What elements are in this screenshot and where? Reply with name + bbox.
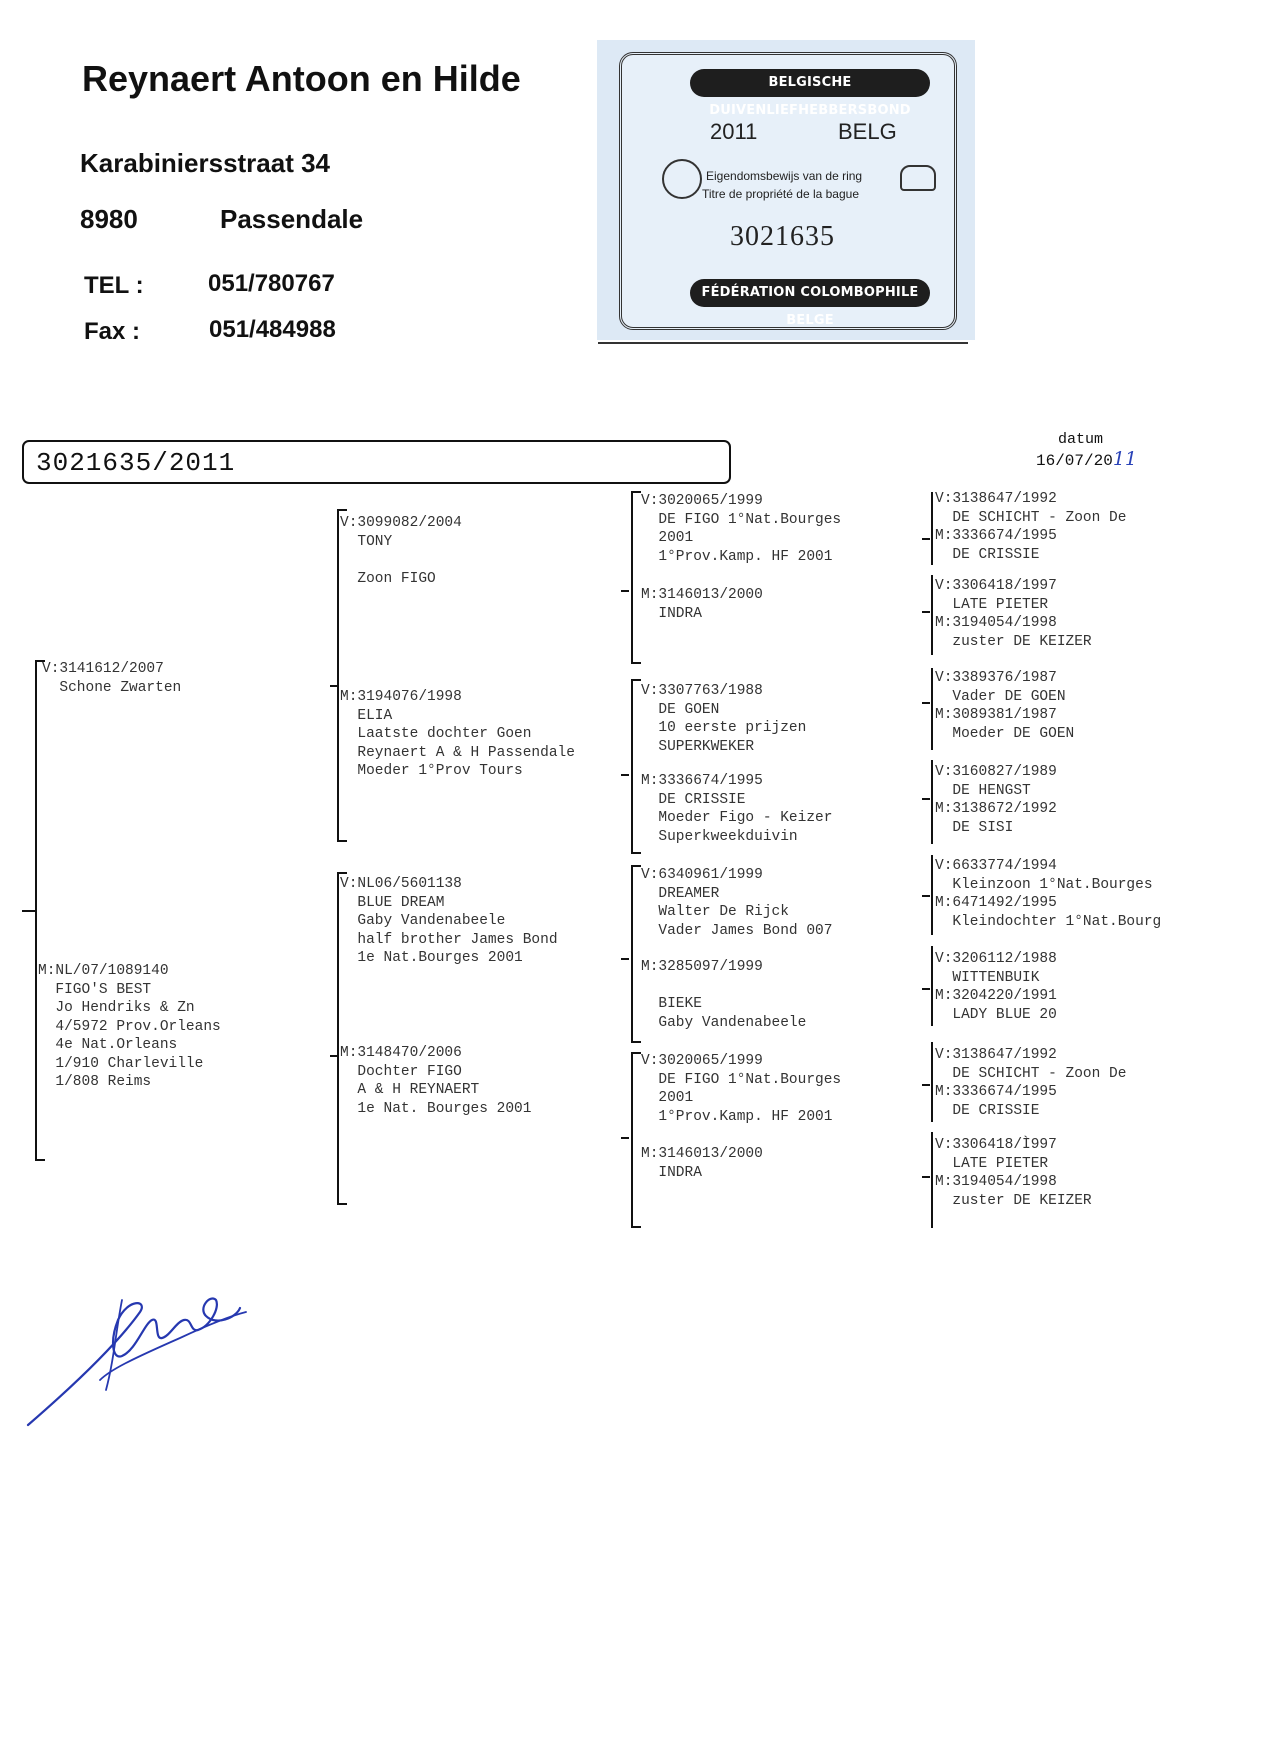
pedigree-line: 10 eerste prijzen	[641, 720, 807, 736]
pedigree-line: M:NL/07/1089140	[38, 963, 169, 979]
pedigree-line: Gaby Vandenabeele	[641, 1014, 807, 1031]
tick-gen3-b	[621, 774, 629, 776]
owner-name: Reynaert Antoon en Hilde	[82, 58, 521, 99]
pedigree-line: Vader James Bond 007	[641, 922, 833, 939]
bracket-gen3-b	[631, 679, 641, 854]
tick-gen4-a	[922, 538, 930, 540]
pedigree-gen4-6	[935, 950, 1057, 1024]
pedigree-gen4-1	[935, 490, 1126, 564]
pedigree-line: M:6471492/1995	[935, 895, 1057, 911]
date-field	[1036, 448, 1137, 470]
pedigree-line: V:3389376/1987	[935, 670, 1057, 686]
pedigree-line: 4/5972 Prov.Orleans	[38, 1018, 221, 1035]
stamp-bottom-banner: FÉDÉRATION COLOMBOPHILE BELGE	[690, 279, 930, 307]
pedigree-line: Vader DE GOEN	[935, 688, 1066, 705]
pedigree-line: V:6340961/1999	[641, 867, 763, 883]
pedigree-gen1-sire	[42, 660, 181, 697]
bracket-gen4-line-g	[931, 1042, 933, 1122]
pedigree-gen3-8	[641, 1145, 763, 1182]
pedigree-line: 2001	[641, 1090, 694, 1106]
bracket-gen3-d	[631, 1052, 641, 1228]
pedigree-line: V:3306418/1997	[935, 578, 1057, 594]
stamp-text-nl: Eigendomsbewijs van de ring	[706, 169, 863, 183]
bracket-gen3-a	[631, 491, 641, 664]
pedigree-line: DE FIGO 1°Nat.Bourges	[641, 511, 842, 528]
pedigree-line: Superkweekduivin	[641, 828, 798, 845]
tel-label: TEL :	[84, 272, 144, 299]
pedigree-line: V:3020065/1999	[641, 493, 763, 509]
pedigree-line: Dochter FIGO	[340, 1063, 462, 1080]
tick-gen4-f	[922, 988, 930, 990]
pedigree-gen2-1	[340, 514, 462, 588]
pedigree-line: zuster DE KEIZER	[935, 1192, 1092, 1209]
pedigree-line: 1e Nat.Bourges 2001	[340, 950, 523, 966]
pedigree-line: DREAMER	[641, 885, 720, 902]
pedigree-line: Moeder 1°Prov Tours	[340, 763, 523, 779]
pedigree-line: LATE PIETER	[935, 1155, 1049, 1172]
stamp-text-fr: Titre de propriété de la bague	[702, 187, 859, 201]
pedigree-line: M:3285097/1999	[641, 959, 763, 975]
pedigree-line: DE SCHICHT - Zoon De	[935, 509, 1127, 526]
tick-gen2-a	[330, 685, 338, 687]
tick-gen4-e	[922, 895, 930, 897]
tick-gen4-c	[922, 702, 930, 704]
pedigree-line: 1e Nat. Bourges 2001	[340, 1100, 532, 1117]
pedigree-line: V:3307763/1988	[641, 683, 763, 699]
pedigree-line: Kleindochter 1°Nat.Bourg	[935, 913, 1162, 930]
pedigree-gen4-2	[935, 577, 1092, 651]
ring-number: 3021635/2011	[36, 448, 236, 478]
pedigree-line: V:3099082/2004	[340, 515, 462, 531]
pedigree-line: M:3204220/1991	[935, 988, 1057, 1004]
bracket-gen4-line-h	[931, 1132, 933, 1228]
tick-gen2-b	[330, 1055, 338, 1057]
fax-label: Fax :	[84, 318, 141, 345]
pedigree-line: M:3336674/1995	[935, 528, 1057, 544]
pedigree-line: Moeder Figo - Keizer	[641, 810, 833, 826]
pedigree-line: 1/910 Charleville	[38, 1055, 204, 1072]
pedigree-line: V:3206112/1988	[935, 951, 1057, 967]
stamp-crown-icon	[900, 165, 936, 191]
pedigree-gen3-2	[641, 586, 763, 623]
ring-number-box	[22, 440, 731, 484]
tel-value: 051/780767	[208, 270, 335, 297]
pedigree-gen2-2	[340, 688, 575, 781]
pedigree-line: M:3146013/2000	[641, 1146, 763, 1162]
owner-city: Passendale	[220, 204, 364, 234]
pedigree-line: FIGO'S BEST	[38, 981, 152, 998]
tick-gen3-d	[621, 1137, 629, 1139]
pedigree-line: DE CRISSIE	[641, 791, 746, 808]
pedigree-line: M:3138672/1992	[935, 801, 1057, 817]
tick-gen3-a	[621, 590, 629, 592]
pedigree-gen3-3	[641, 682, 806, 756]
date-value: 16/07/20	[1036, 452, 1113, 470]
pedigree-line: 1°Prov.Kamp. HF 2001	[641, 548, 833, 565]
pedigree-line: 1°Prov.Kamp. HF 2001	[641, 1108, 833, 1125]
pedigree-line: Laatste dochter Goen	[340, 726, 532, 742]
pedigree-gen1-dam	[38, 962, 221, 1092]
pedigree-line: BIEKE	[641, 996, 702, 1012]
pedigree-line: ELIA	[340, 707, 393, 724]
pedigree-line: INDRA	[641, 605, 702, 622]
tick-gen3-c	[621, 958, 629, 960]
pedigree-gen4-7	[935, 1046, 1126, 1120]
pedigree-line: Moeder DE GOEN	[935, 725, 1075, 742]
pedigree-line: WITTENBUIK	[935, 969, 1040, 986]
pedigree-line: M:3148470/2006	[340, 1045, 462, 1061]
stamp-top-banner: BELGISCHE DUIVENLIEFHEBBERSBOND	[690, 69, 930, 97]
pedigree-line: DE SCHICHT - Zoon De	[935, 1065, 1127, 1082]
pedigree-line: M:3146013/2000	[641, 587, 763, 603]
pedigree-line: A & H REYNAERT	[340, 1082, 480, 1098]
pedigree-line: V:3138647/1992	[935, 1047, 1057, 1063]
stamp-frame	[619, 52, 957, 330]
bracket-gen4-line-b	[931, 575, 933, 655]
pedigree-line: TONY	[340, 533, 393, 550]
pedigree-line: INDRA	[641, 1164, 702, 1181]
tick-gen4-b	[922, 611, 930, 613]
pedigree-line: LATE PIETER	[935, 596, 1049, 613]
pedigree-gen4-4	[935, 763, 1057, 837]
pedigree-gen2-4	[340, 1044, 531, 1118]
pedigree-line: LADY BLUE 20	[935, 1006, 1057, 1023]
pedigree-line: Zoon FIGO	[340, 570, 436, 587]
stamp-underline	[598, 342, 968, 344]
pedigree-gen3-6	[641, 958, 806, 1032]
stamp-country: BELG	[838, 119, 897, 144]
pedigree-line: SUPERKWEKER	[641, 738, 755, 755]
pedigree-line: M:3194054/1998	[935, 615, 1057, 631]
bracket-gen4-line-f	[931, 946, 933, 1026]
bracket-gen4-line-a	[931, 492, 933, 565]
pedigree-line: 4e Nat.Orleans	[38, 1037, 178, 1053]
pedigree-line: V:3141612/2007	[42, 661, 164, 677]
bracket-gen3-c	[631, 865, 641, 1043]
stamp-left-ornament-icon	[662, 159, 702, 199]
pedigree-line: Walter De Rijck	[641, 904, 789, 920]
pedigree-line: M:3336674/1995	[641, 773, 763, 789]
date-handwritten: 11	[1112, 448, 1137, 470]
pedigree-gen3-1	[641, 492, 841, 566]
pedigree-gen4-5	[935, 857, 1161, 931]
pedigree-gen3-7	[641, 1052, 841, 1126]
pedigree-gen4-8	[935, 1136, 1092, 1210]
tick-gen4-g	[922, 1084, 930, 1086]
pedigree-line: Gaby Vandenabeele	[340, 913, 506, 929]
signature	[20, 1260, 250, 1435]
fax-value: 051/484988	[209, 316, 336, 343]
bracket-gen4-line-e	[931, 855, 933, 935]
pedigree-line: Kleinzoon 1°Nat.Bourges	[935, 876, 1153, 893]
pedigree-gen4-3	[935, 669, 1074, 743]
pedigree-line: V:NL06/5601138	[340, 876, 462, 892]
pedigree-line: DE SISI	[935, 819, 1014, 836]
pedigree-gen2-3	[340, 875, 558, 968]
pedigree-line: M:3194054/1998	[935, 1174, 1057, 1190]
pedigree-line: DE HENGST	[935, 782, 1031, 799]
tick-gen4-d	[922, 798, 930, 800]
tick-gen1	[22, 910, 36, 912]
pedigree-line: V:6633774/1994	[935, 858, 1057, 874]
bracket-gen4-line-d	[931, 760, 933, 844]
pedigree-line: V:3306418/Ì997	[935, 1137, 1057, 1153]
pedigree-line: M:3089381/1987	[935, 707, 1057, 723]
pedigree-line: V:3138647/1992	[935, 491, 1057, 507]
pedigree-line: 1/808 Reims	[38, 1074, 152, 1090]
pedigree-line: M:3336674/1995	[935, 1084, 1057, 1100]
pedigree-line: Schone Zwarten	[42, 679, 182, 696]
pedigree-line: half brother James Bond	[340, 931, 558, 948]
pedigree-gen3-5	[641, 866, 832, 940]
pedigree-line: M:3194076/1998	[340, 689, 462, 705]
ownership-stamp	[597, 40, 975, 340]
bracket-gen4-line-c	[931, 668, 933, 750]
pedigree-line: DE CRISSIE	[935, 1102, 1040, 1119]
pedigree-line: zuster DE KEIZER	[935, 633, 1092, 650]
pedigree-line: BLUE DREAM	[340, 894, 445, 911]
pedigree-line: 2001	[641, 530, 694, 546]
pedigree-line: Reynaert A & H Passendale	[340, 744, 575, 761]
owner-postcode: 8980	[80, 204, 138, 234]
pedigree-gen3-4	[641, 772, 832, 846]
tick-gen4-h	[922, 1176, 930, 1178]
pedigree-line: V:3160827/1989	[935, 764, 1057, 780]
stamp-year: 2011	[710, 119, 758, 144]
stamp-number: 3021635	[730, 221, 835, 252]
pedigree-line: Jo Hendriks & Zn	[38, 1000, 195, 1016]
pedigree-line	[340, 551, 462, 570]
pedigree-line: DE FIGO 1°Nat.Bourges	[641, 1071, 842, 1088]
pedigree-line	[641, 977, 806, 996]
owner-street: Karabiniersstraat 34	[80, 148, 331, 178]
pedigree-line: DE GOEN	[641, 701, 720, 718]
pedigree-line: V:3020065/1999	[641, 1053, 763, 1069]
pedigree-line: DE CRISSIE	[935, 546, 1040, 563]
date-label: datum	[1058, 431, 1104, 448]
